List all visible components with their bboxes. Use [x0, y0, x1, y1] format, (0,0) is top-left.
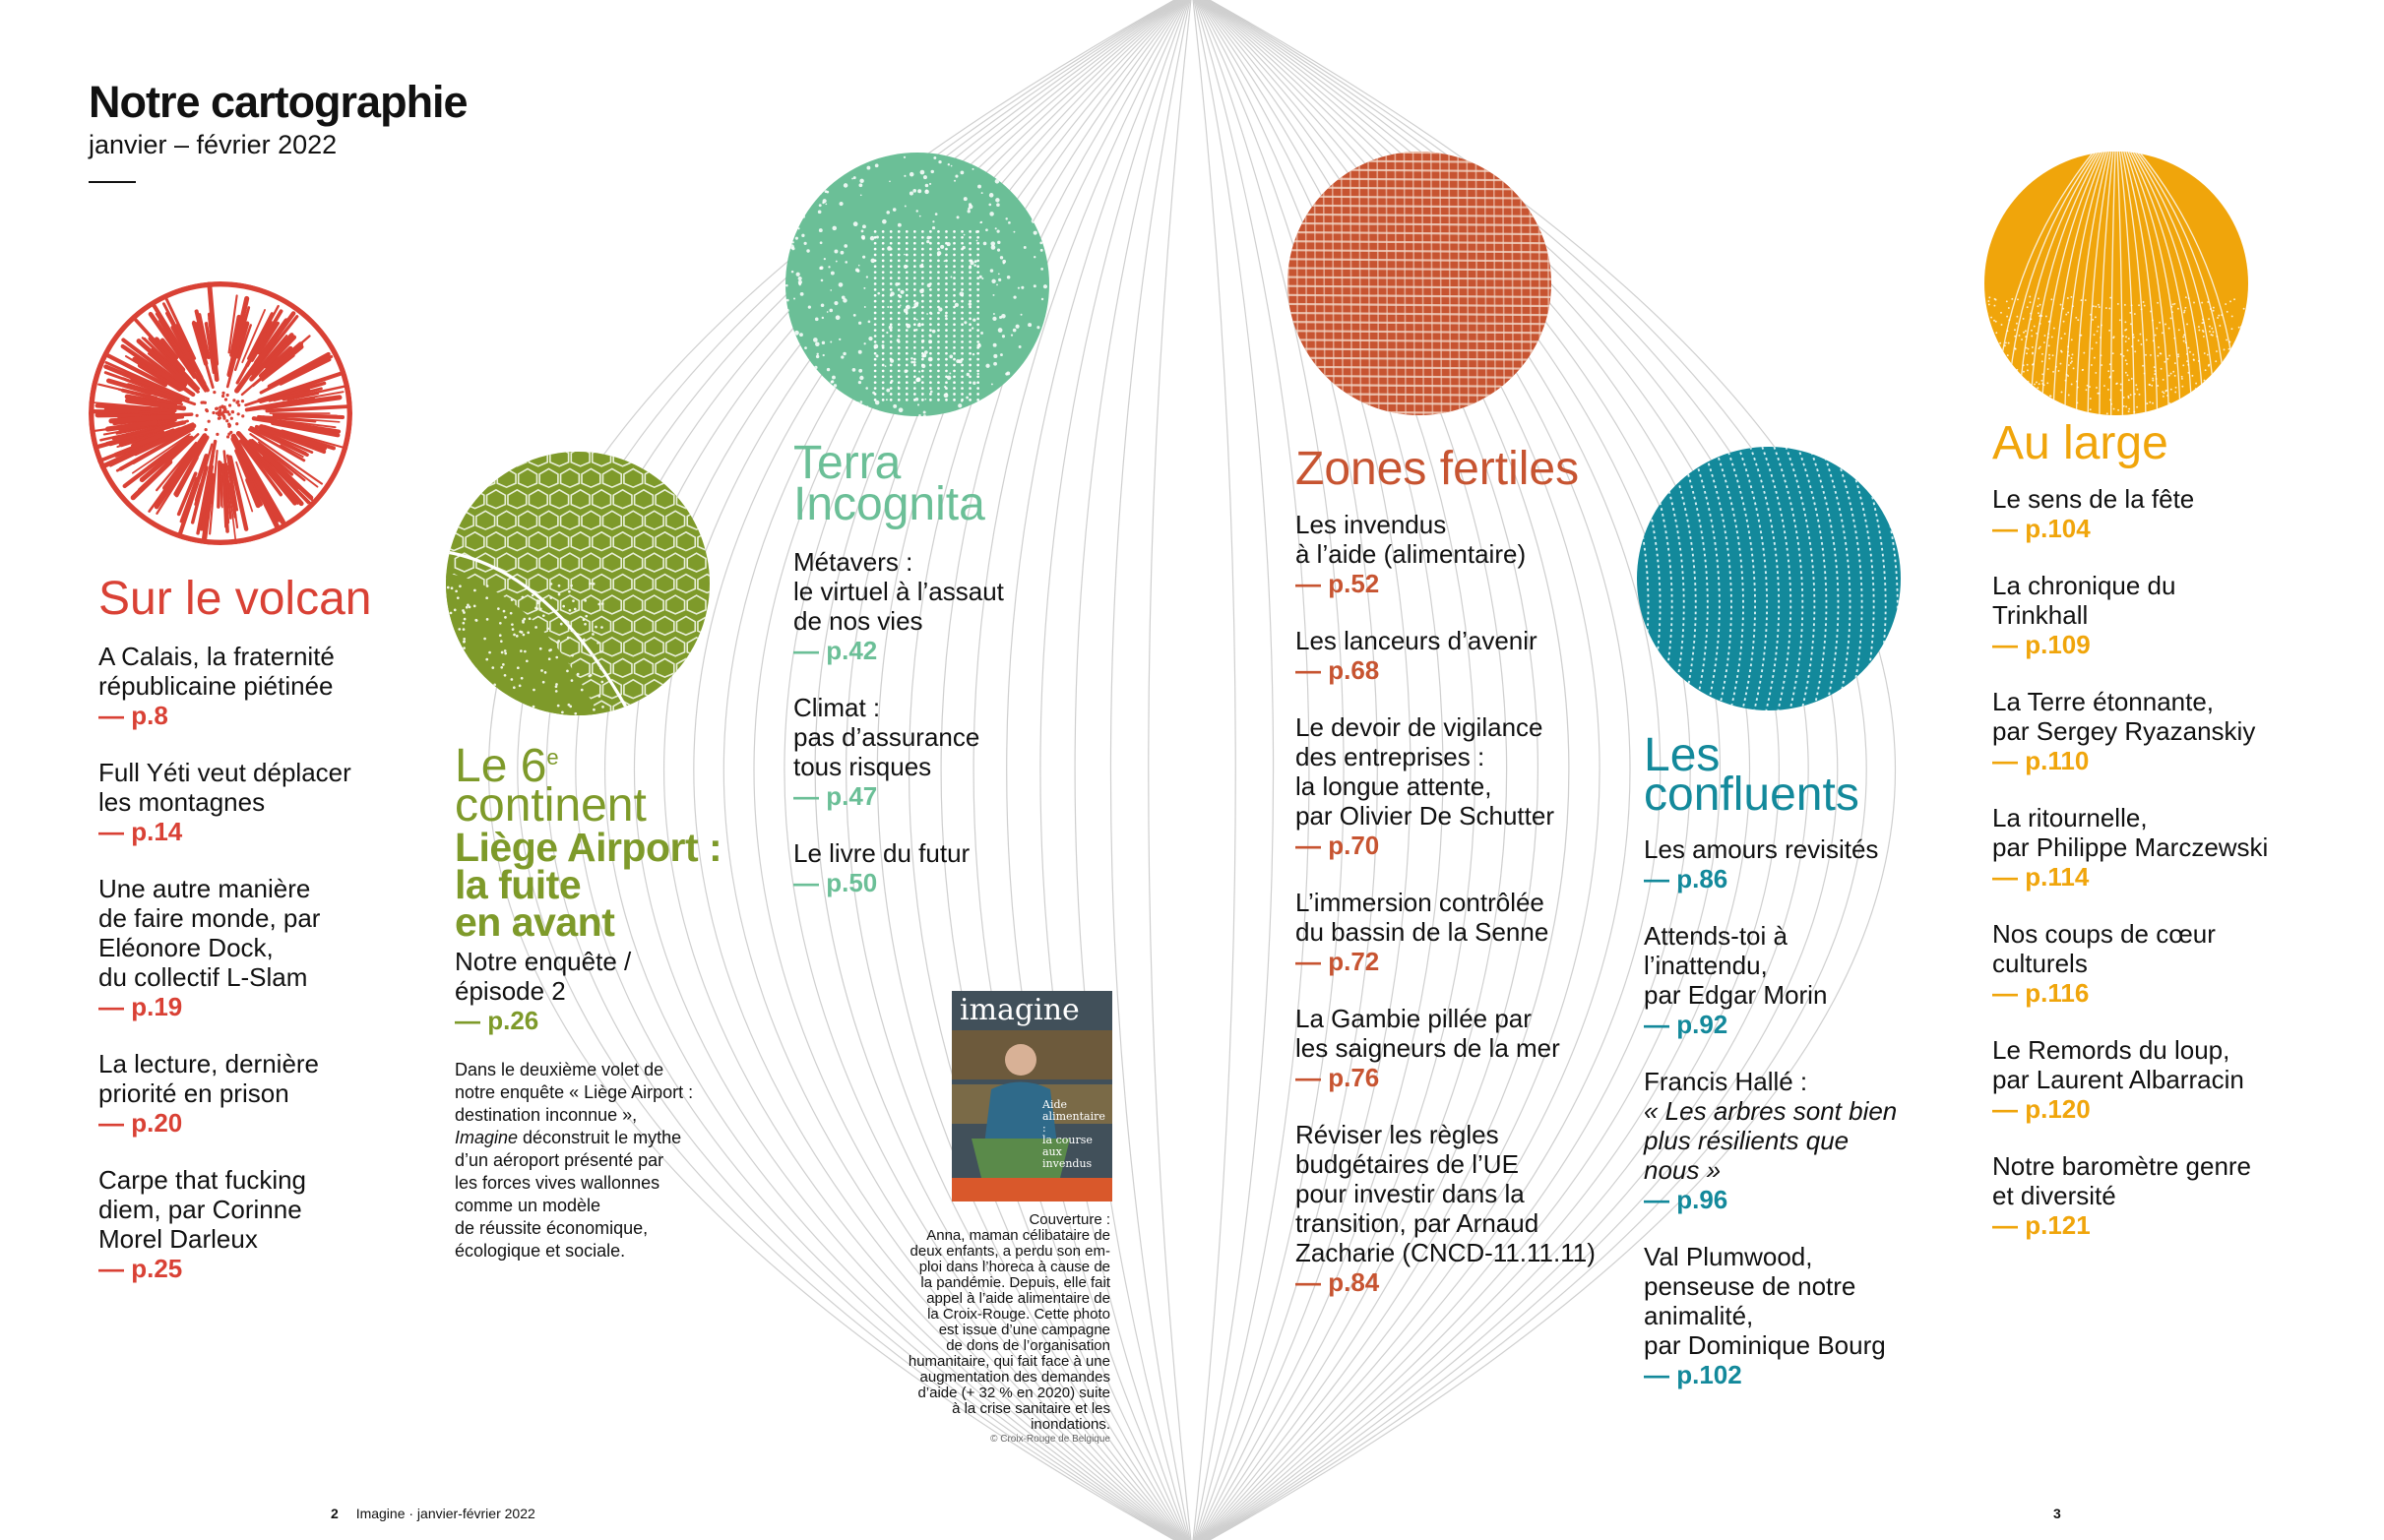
issue-date: janvier – février 2022: [89, 130, 338, 159]
page-ref: — p.68: [1295, 655, 1380, 685]
circle-rust-zones: [1287, 152, 1551, 415]
page-ref: — p.86: [1644, 864, 1728, 893]
section-list-volcan: [98, 642, 433, 1311]
toc-entry[interactable]: Les lanceurs d’avenir — p.68: [1295, 626, 1620, 685]
toc-entry[interactable]: La Terre étonnante, par Sergey Ryazanskiy — p.110: [1992, 687, 2327, 775]
feature-description: Dans le deuxième volet de notre enquête « Liège Airport : destination inconnue », Imagine déconstruit le mythe d’un aéroport présenté par les forces vives wallonnes comme un modèle de réussite économique, écologique et sociale.: [455, 1060, 694, 1261]
toc-entry[interactable]: La lecture, dernière priorité en prison — p.20: [98, 1049, 433, 1138]
footer-publication: Imagine · janvier-février 2022: [355, 1506, 535, 1521]
cover-credit: © Croix-Rouge de Belgique: [990, 1434, 1110, 1445]
section-list-zones: [1295, 510, 1620, 1324]
toc-entry[interactable]: Notre enquête / épisode 2 — p.26: [455, 947, 780, 1035]
feature-title[interactable]: Liège Airport : la fuite en avant: [455, 825, 722, 945]
page-ref: — p.42: [793, 636, 878, 665]
page-ref: — p.20: [98, 1108, 183, 1138]
toc-entry[interactable]: Francis Hallé : « Les arbres sont bien plus résilients que nous » — p.96: [1644, 1067, 1969, 1214]
section-feature-continent: [455, 825, 780, 1263]
page-ref: — p.19: [98, 992, 183, 1021]
page-ref: — p.47: [793, 781, 878, 811]
section-heading-continent: Le 6e continent: [455, 740, 647, 832]
circle-blue-confluents: [1637, 447, 1901, 710]
toc-entry[interactable]: La ritournelle, par Philippe Marczewski — p.114: [1992, 803, 2327, 892]
section-heading-volcan: Sur le volcan: [98, 573, 372, 625]
page-ref: — p.26: [455, 1006, 539, 1035]
section-list-large: [1992, 484, 2327, 1267]
page-ref: — p.121: [1992, 1210, 2091, 1240]
page-ref: — p.52: [1295, 569, 1380, 598]
cover-tagline: Aide alimentaire : la course aux invendus: [1042, 1098, 1105, 1170]
toc-entry[interactable]: Full Yéti veut déplacer les montagnes — p.14: [98, 758, 433, 846]
page-ref: — p.102: [1644, 1360, 1742, 1389]
page-ref: — p.14: [98, 817, 183, 846]
page-ref: — p.50: [793, 868, 878, 897]
page-ref: — p.120: [1992, 1094, 2091, 1124]
toc-entry[interactable]: Val Plumwood, penseuse de notre animalité, par Dominique Bourg — p.102: [1644, 1242, 1969, 1389]
cover-caption: Couverture : Anna, maman célibataire de deux enfants, a perdu son em- ploi dans l’horeca à cause de la pandémie. Depuis, elle fait appel à l’aide alimentaire de la Croix-Rouge. Cette photo est issue d’une campagne de dons de l’organisation humanitaire, qui fait face à une augmentation des demandes d’aide (+ 32 % en 2020) suite à la crise sanitaire et les inondations.: [908, 1211, 1110, 1433]
page-ref: — p.116: [1992, 978, 2090, 1008]
section-heading-large: Au large: [1992, 417, 2168, 469]
toc-entry[interactable]: La Gambie pillée par les saigneurs de la mer — p.76: [1295, 1004, 1620, 1092]
toc-entry[interactable]: Carpe that fucking diem, par Corinne Morel Darleux — p.25: [98, 1165, 433, 1283]
toc-entry[interactable]: Métavers : le virtuel à l’assaut de nos vies — p.42: [793, 547, 1089, 665]
section-heading-confluents: Les confluents: [1644, 729, 1859, 821]
page-title: Notre cartographie: [89, 77, 468, 127]
section-heading-terra: Terra Incognita: [793, 437, 985, 530]
toc-entry[interactable]: Réviser les règles budgétaires de l’UE pour investir dans la transition, par Arnaud Zacharie (CNCD-11.11.11) — p.84: [1295, 1120, 1620, 1297]
footer-left: [331, 1506, 535, 1521]
cover-masthead: imagine: [960, 993, 1080, 1027]
toc-entry[interactable]: Attends-toi à l’inattendu, par Edgar Morin — p.92: [1644, 921, 1969, 1039]
toc-entry[interactable]: Le sens de la fête — p.104: [1992, 484, 2327, 543]
page-ref: — p.96: [1644, 1185, 1728, 1214]
section-list-confluents: [1644, 834, 1969, 1417]
page-ref: — p.92: [1644, 1010, 1728, 1039]
toc-entry[interactable]: Nos coups de cœur culturels — p.116: [1992, 919, 2327, 1008]
page-ref: — p.8: [98, 701, 168, 730]
toc-entry[interactable]: La chronique du Trinkhall — p.109: [1992, 571, 2327, 659]
page-ref: — p.84: [1295, 1267, 1380, 1297]
page-ref: — p.70: [1295, 831, 1380, 860]
toc-entry[interactable]: Les amours revisités — p.86: [1644, 834, 1969, 893]
page-number-right: 3: [2053, 1506, 2061, 1521]
page-ref: — p.72: [1295, 947, 1380, 976]
toc-entry[interactable]: A Calais, la fraternité républicaine piétinée — p.8: [98, 642, 433, 730]
toc-entry[interactable]: Le Remords du loup, par Laurent Albarracin — p.120: [1992, 1035, 2327, 1124]
title-divider: [89, 181, 136, 183]
toc-entry[interactable]: Climat : pas d’assurance tous risques — p.47: [793, 693, 1089, 811]
toc-entry[interactable]: Le livre du futur — p.50: [793, 838, 1089, 897]
circle-orange-large: [1984, 152, 2248, 415]
cover-thumbnail[interactable]: [952, 991, 1112, 1201]
circle-red-volcano: [89, 281, 352, 545]
toc-entry[interactable]: L’immersion contrôlée du bassin de la Senne — p.72: [1295, 888, 1620, 976]
page-number-left: 2: [331, 1506, 339, 1521]
toc-entry[interactable]: Notre baromètre genre et diversité — p.121: [1992, 1151, 2327, 1240]
section-heading-zones: Zones fertiles: [1295, 443, 1580, 495]
toc-entry[interactable]: Le devoir de vigilance des entreprises : la longue attente, par Olivier De Schutter — p.70: [1295, 712, 1620, 860]
circle-green-continent: [446, 452, 710, 715]
circle-teal-terra: [785, 153, 1049, 416]
page-ref: — p.25: [98, 1254, 183, 1283]
page-ref: — p.109: [1992, 630, 2091, 659]
toc-entry[interactable]: Les invendus à l’aide (alimentaire) — p.52: [1295, 510, 1620, 598]
page-ref: — p.110: [1992, 746, 2090, 775]
page-ref: — p.114: [1992, 862, 2090, 892]
page-ref: — p.76: [1295, 1063, 1380, 1092]
toc-entry[interactable]: Une autre manière de faire monde, par Eléonore Dock, du collectif L-Slam — p.19: [98, 874, 433, 1021]
page-ref: — p.104: [1992, 514, 2091, 543]
section-list-terra: [793, 547, 1089, 925]
